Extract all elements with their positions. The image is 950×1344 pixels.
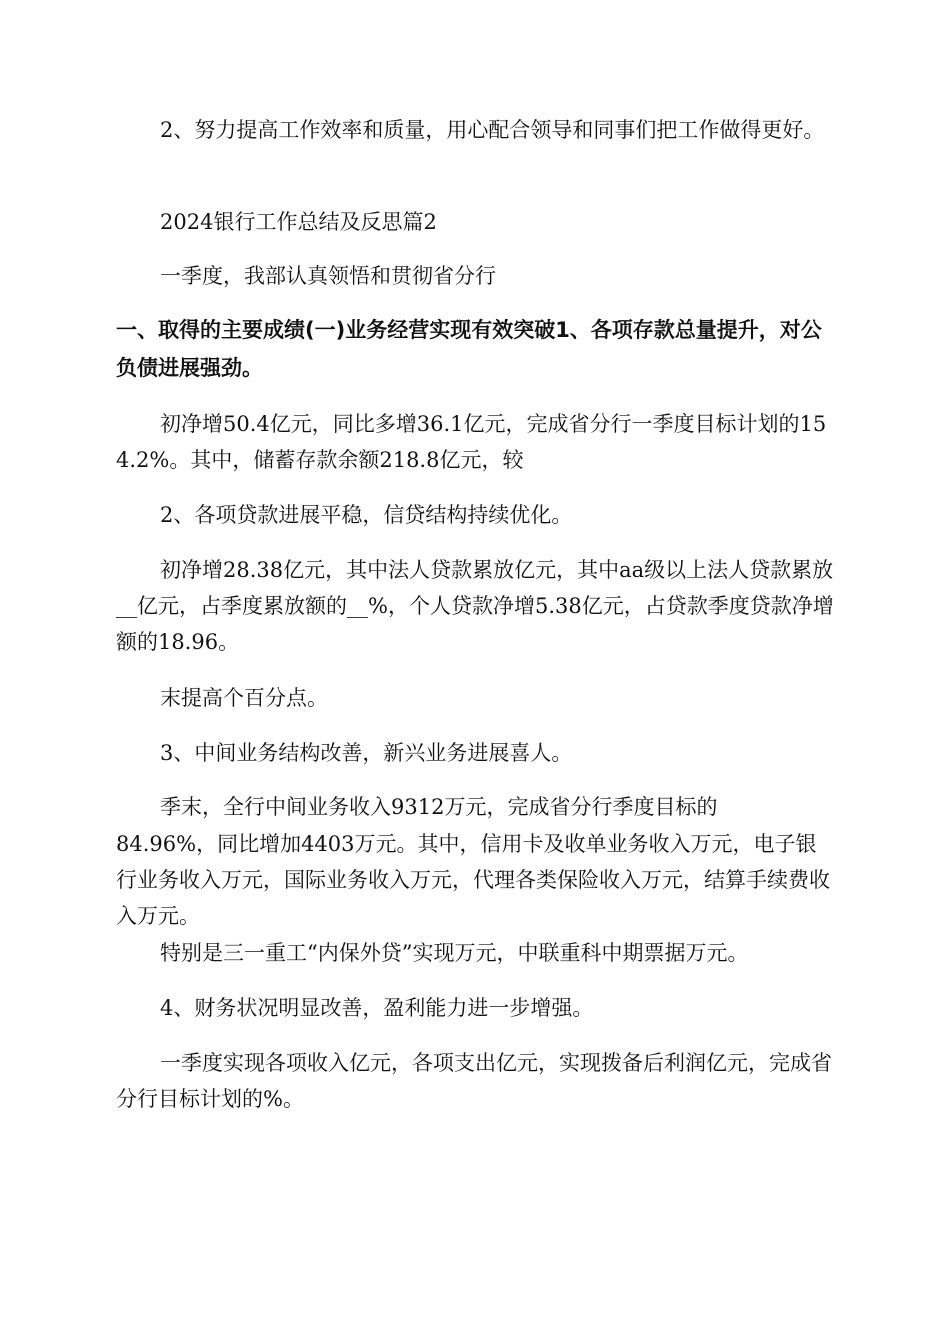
paragraph-loan-details: 初净增28.38亿元，其中法人贷款累放亿元，其中aa级以上法人贷款累放__亿元，占季度累放额的__%，个人贷款净增5.38亿元，占贷款季度贷款净增额的18.96。 [116, 558, 834, 654]
heading-main-achievements: 一、取得的主要成绩(一)业务经营实现有效突破1、各项存款总量提升，对公负债进展强劲。 [116, 318, 822, 380]
section-title-part-2: 2024银行工作总结及反思篇2 [160, 210, 437, 234]
paragraph-financial-heading: 4、财务状况明显改善，盈利能力进一步增强。 [160, 996, 594, 1020]
paragraph-work-efficiency: 2、努力提高工作效率和质量，用心配合领导和同事们把工作做得更好。 [160, 118, 825, 142]
paragraph-deposit-growth: 初净增50.4亿元，同比多增36.1亿元，完成省分行一季度目标计划的154.2%。其中，储蓄存款余额218.8亿元，较 [116, 412, 827, 472]
paragraph-loans-heading: 2、各项贷款进展平稳，信贷结构持续优化。 [160, 503, 573, 527]
paragraph-financial-details: 一季度实现各项收入亿元，各项支出亿元，实现拨备后利润亿元，完成省分行目标计划的%。 [116, 1051, 832, 1111]
paragraph-intermediary-details: 84.96%，同比增加4403万元。其中，信用卡及收单业务收入万元，电子银行业务收入万元，国际业务收入万元，代理各类保险收入万元，结算手续费收入万元。 [116, 832, 830, 928]
paragraph-percentage-points: 末提高个百分点。 [160, 686, 328, 710]
paragraph-intermediary-heading: 3、中间业务结构改善，新兴业务进展喜人。 [160, 741, 573, 765]
paragraph-special-projects: 特别是三一重工“内保外贷”实现万元，中联重科中期票据万元。 [160, 941, 749, 965]
paragraph-intermediary-income: 季末，全行中间业务收入9312万元，完成省分行季度目标的 [160, 795, 718, 819]
paragraph-intro: 一季度，我部认真领悟和贯彻省分行 [160, 264, 496, 288]
